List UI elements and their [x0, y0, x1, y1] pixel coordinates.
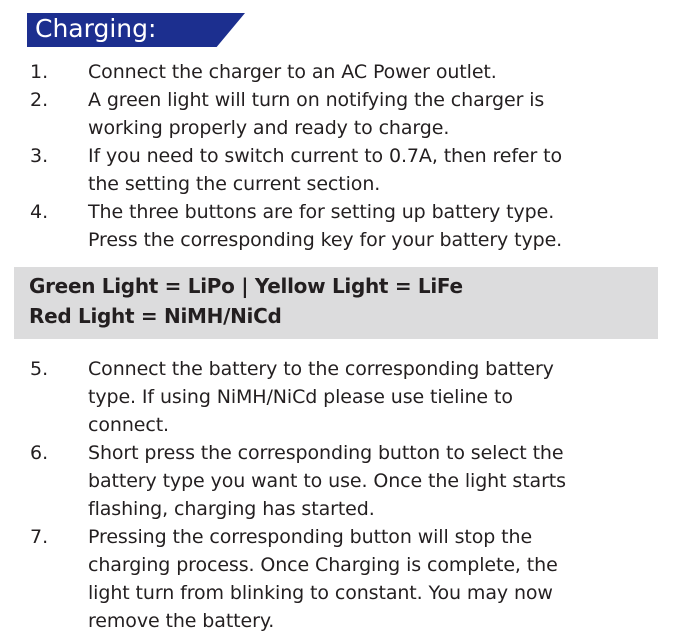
step-line: Press the corresponding key for your battery type.	[88, 229, 563, 251]
step-line: type. If using NiMH/NiCd please use tieline to	[88, 386, 513, 408]
step-line: Pressing the corresponding button will stop the	[88, 526, 533, 548]
step-number: 3.	[30, 145, 49, 167]
step-text	[88, 355, 648, 439]
step-line: Short press the corresponding button to select the	[88, 442, 564, 464]
legend-line-1: Green Light = LiPo | Yellow Light = LiFe	[29, 274, 463, 298]
step-line: The three buttons are for setting up battery type.	[88, 201, 555, 223]
step-line: connect.	[88, 414, 169, 436]
step-text	[88, 86, 648, 142]
legend-line-2: Red Light = NiMH/NiCd	[29, 304, 282, 328]
step-number: 6.	[30, 442, 49, 464]
step-number: 1.	[30, 61, 49, 83]
section-heading: Charging:	[35, 14, 157, 43]
step-line: battery type you want to use. Once the light starts	[88, 470, 566, 492]
step-number: 5.	[30, 358, 49, 380]
step-line: charging process. Once Charging is complete, the	[88, 554, 558, 576]
step-text	[88, 58, 648, 86]
step-line: Connect the charger to an AC Power outlet.	[88, 61, 497, 83]
step-number: 7.	[30, 526, 49, 548]
step-line: the setting the current section.	[88, 173, 381, 195]
step-text	[88, 142, 648, 198]
step-number: 4.	[30, 201, 49, 223]
step-line: working properly and ready to charge.	[88, 117, 450, 139]
step-line: light turn from blinking to constant. You may now	[88, 582, 553, 604]
step-line: If you need to switch current to 0.7A, then refer to	[88, 145, 563, 167]
step-text	[88, 439, 648, 523]
step-number: 2.	[30, 89, 49, 111]
step-line: A green light will turn on notifying the charger is	[88, 89, 545, 111]
step-line: flashing, charging has started.	[88, 498, 375, 520]
step-line: remove the battery.	[88, 610, 275, 632]
step-text	[88, 523, 648, 635]
step-text	[88, 198, 648, 254]
step-line: Connect the battery to the corresponding battery	[88, 358, 554, 380]
